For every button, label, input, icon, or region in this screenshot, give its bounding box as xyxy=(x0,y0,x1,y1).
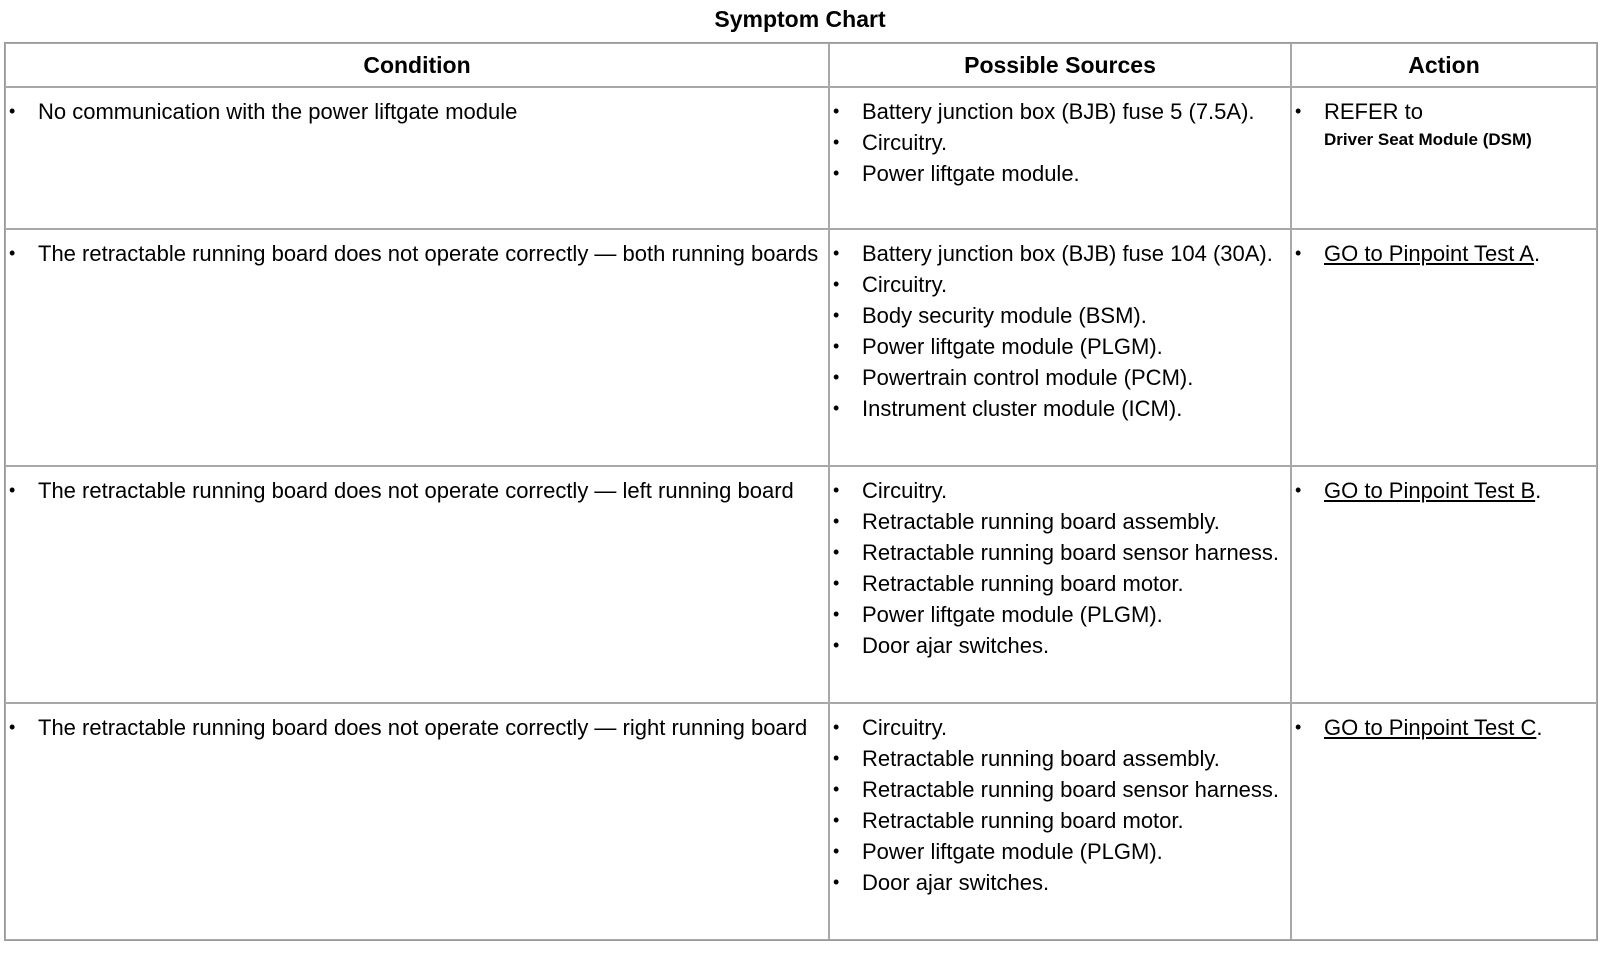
source-item: • Retractable running board sensor harness. xyxy=(830,537,1286,568)
driver-seat-module-link[interactable]: Driver Seat Module (DSM) xyxy=(1324,130,1532,149)
condition-header: Condition xyxy=(5,43,829,87)
action-text: REFER to xyxy=(1324,99,1424,124)
source-item: • Battery junction box (BJB) fuse 104 (30A). xyxy=(830,238,1286,269)
condition-cell xyxy=(5,87,829,229)
condition-cell xyxy=(5,703,829,940)
condition-cell xyxy=(5,229,829,466)
symptom-table xyxy=(4,42,1598,941)
pinpoint-test-a-link[interactable]: GO to Pinpoint Test A xyxy=(1324,241,1534,266)
sources-cell xyxy=(829,466,1291,703)
source-item: • Retractable running board sensor harness. xyxy=(830,774,1286,805)
pinpoint-test-b-link[interactable]: GO to Pinpoint Test B xyxy=(1324,478,1536,503)
source-item: • Circuitry. xyxy=(830,127,1286,158)
condition-text: • The retractable running board does not operate correctly — both running boards xyxy=(6,238,824,269)
action-item xyxy=(1292,712,1592,743)
condition-text: • The retractable running board does not operate correctly — right running board xyxy=(6,712,824,743)
chart-title: Symptom Chart xyxy=(714,6,886,32)
header-row xyxy=(5,43,1597,87)
sources-cell xyxy=(829,87,1291,229)
source-item: • Door ajar switches. xyxy=(830,867,1286,898)
action-cell xyxy=(1291,87,1597,229)
source-item: • Retractable running board assembly. xyxy=(830,506,1286,537)
source-item: • Power liftgate module (PLGM). xyxy=(830,599,1286,630)
source-item: • Power liftgate module (PLGM). xyxy=(830,836,1286,867)
action-cell xyxy=(1291,229,1597,466)
source-item: • Instrument cluster module (ICM). xyxy=(830,393,1286,424)
condition-text: • No communication with the power liftgate module xyxy=(6,96,824,127)
action-cell xyxy=(1291,466,1597,703)
condition-cell xyxy=(5,466,829,703)
condition-text: • The retractable running board does not operate correctly — left running board xyxy=(6,475,824,506)
source-item: • Circuitry. xyxy=(830,269,1286,300)
source-item: • Power liftgate module. xyxy=(830,158,1286,189)
source-item: • Retractable running board motor. xyxy=(830,568,1286,599)
table-row xyxy=(5,87,1597,229)
action-header: Action xyxy=(1291,43,1597,87)
source-item: • Circuitry. xyxy=(830,475,1286,506)
source-item: • Retractable running board assembly. xyxy=(830,743,1286,774)
table-row xyxy=(5,703,1597,940)
table-row xyxy=(5,466,1597,703)
source-item: • Circuitry. xyxy=(830,712,1286,743)
sources-cell xyxy=(829,703,1291,940)
pinpoint-test-c-link[interactable]: GO to Pinpoint Test C xyxy=(1324,715,1537,740)
source-item: • Powertrain control module (PCM). xyxy=(830,362,1286,393)
action-suffix: . xyxy=(1535,478,1542,503)
sources-cell xyxy=(829,229,1291,466)
action-item xyxy=(1292,238,1592,269)
action-suffix: . xyxy=(1536,715,1543,740)
action-cell xyxy=(1291,703,1597,940)
possible-sources-header: Possible Sources xyxy=(829,43,1291,87)
source-item: • Body security module (BSM). xyxy=(830,300,1286,331)
source-item: • Door ajar switches. xyxy=(830,630,1286,661)
action-item xyxy=(1292,96,1592,153)
table-row xyxy=(5,229,1597,466)
source-item: • Retractable running board motor. xyxy=(830,805,1286,836)
action-suffix: . xyxy=(1533,241,1541,266)
source-item: • Power liftgate module (PLGM). xyxy=(830,331,1286,362)
action-item xyxy=(1292,475,1592,506)
source-item: • Battery junction box (BJB) fuse 5 (7.5A). xyxy=(830,96,1286,127)
